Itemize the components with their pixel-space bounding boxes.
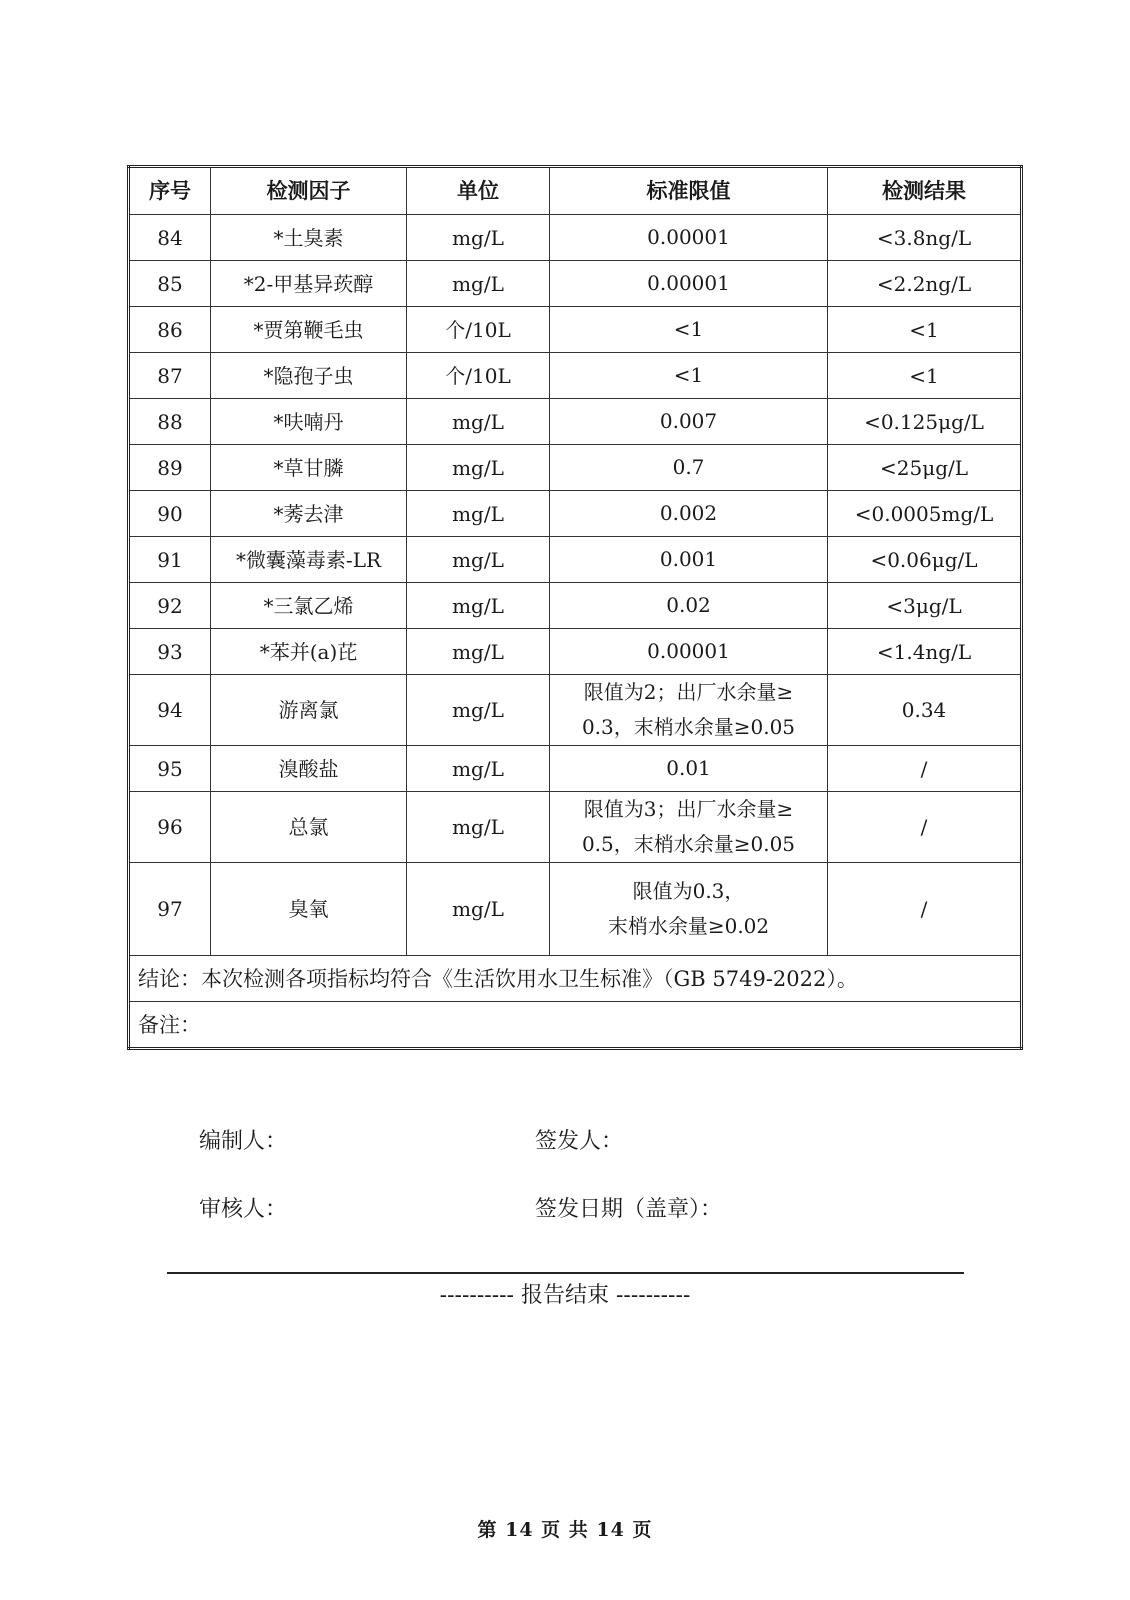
cell-unit: mg/L — [407, 629, 550, 675]
cell-number: 87 — [129, 353, 211, 399]
cell-number: 94 — [129, 675, 211, 746]
cell-number: 97 — [129, 863, 211, 956]
cell-factor: 总氯 — [211, 792, 407, 863]
cell-result: <0.06μg/L — [828, 537, 1022, 583]
cell-factor: *苯并(a)芘 — [211, 629, 407, 675]
cell-factor: *2-甲基异莰醇 — [211, 261, 407, 307]
cell-unit: mg/L — [407, 675, 550, 746]
cell-factor: *草甘膦 — [211, 445, 407, 491]
limit-line: 0.00001 — [647, 639, 730, 663]
cell-result: / — [828, 863, 1022, 956]
divider-line — [167, 1272, 964, 1274]
cell-limit — [550, 261, 828, 307]
cell-result: <25μg/L — [828, 445, 1022, 491]
cell-unit: mg/L — [407, 537, 550, 583]
limit-line: 0.7 — [672, 455, 705, 479]
table-row — [129, 491, 1022, 537]
limit-line: 0.002 — [659, 501, 718, 525]
table-row — [129, 792, 1022, 863]
table-row — [129, 583, 1022, 629]
table-row — [129, 445, 1022, 491]
limit-line: 0.02 — [666, 593, 711, 617]
cell-limit — [550, 863, 828, 956]
cell-unit: mg/L — [407, 215, 550, 261]
cell-number: 88 — [129, 399, 211, 445]
conclusion-text: 结论：本次检测各项指标均符合《生活饮用水卫生标准》（GB 5749-2022）。 — [129, 956, 1022, 1002]
table-row — [129, 261, 1022, 307]
cell-unit: mg/L — [407, 863, 550, 956]
cell-unit: mg/L — [407, 583, 550, 629]
cell-unit: 个/10L — [407, 307, 550, 353]
cell-limit — [550, 353, 828, 399]
cell-number: 85 — [129, 261, 211, 307]
limit-line: 0.007 — [659, 409, 718, 433]
cell-limit — [550, 215, 828, 261]
cell-number: 90 — [129, 491, 211, 537]
limit-line: 0.00001 — [647, 271, 730, 295]
cell-limit — [550, 537, 828, 583]
limit-line: 限值为2；出厂水余量≥ — [583, 680, 794, 704]
cell-result: <0.0005mg/L — [828, 491, 1022, 537]
limit-line: 0.00001 — [647, 225, 730, 249]
table-row — [129, 746, 1022, 792]
cell-result: <1 — [828, 307, 1022, 353]
limit-line: 限值为3；出厂水余量≥ — [583, 797, 794, 821]
table-row — [129, 307, 1022, 353]
cell-number: 92 — [129, 583, 211, 629]
cell-limit — [550, 746, 828, 792]
reviewer-label: 审核人： — [199, 1197, 288, 1222]
limit-line: <1 — [673, 317, 704, 341]
limit-line: 0.5，末梢水余量≥0.05 — [581, 832, 796, 856]
header-limit: 标准限值 — [550, 167, 828, 215]
cell-unit: 个/10L — [407, 353, 550, 399]
cell-factor: 游离氯 — [211, 675, 407, 746]
cell-limit — [550, 583, 828, 629]
limit-line: 0.001 — [659, 547, 718, 571]
cell-unit: mg/L — [407, 399, 550, 445]
cell-limit — [550, 792, 828, 863]
table-body — [129, 215, 1022, 956]
cell-result: <2.2ng/L — [828, 261, 1022, 307]
cell-factor: *微囊藻毒素-LR — [211, 537, 407, 583]
table-row — [129, 215, 1022, 261]
page-footer: 第 14 页 共 14 页 — [477, 1519, 653, 1541]
issuer-label: 签发人： — [535, 1129, 624, 1154]
cell-number: 95 — [129, 746, 211, 792]
table-row — [129, 863, 1022, 956]
cell-result: / — [828, 746, 1022, 792]
cell-limit — [550, 399, 828, 445]
cell-result: <3.8ng/L — [828, 215, 1022, 261]
cell-number: 84 — [129, 215, 211, 261]
cell-factor: *莠去津 — [211, 491, 407, 537]
limit-line: 末梢水余量≥0.02 — [607, 914, 770, 938]
cell-factor: 臭氧 — [211, 863, 407, 956]
cell-limit — [550, 629, 828, 675]
compiler-label: 编制人： — [199, 1129, 288, 1154]
cell-limit — [550, 491, 828, 537]
cell-unit: mg/L — [407, 792, 550, 863]
cell-factor: *呋喃丹 — [211, 399, 407, 445]
table-row — [129, 537, 1022, 583]
remarks-text: 备注： — [129, 1002, 1022, 1049]
limit-line: 0.01 — [666, 756, 711, 780]
header-number: 序号 — [129, 167, 211, 215]
cell-unit: mg/L — [407, 445, 550, 491]
cell-number: 86 — [129, 307, 211, 353]
cell-number: 96 — [129, 792, 211, 863]
cell-unit: mg/L — [407, 491, 550, 537]
table-row — [129, 675, 1022, 746]
cell-factor: 溴酸盐 — [211, 746, 407, 792]
table-header-row — [129, 167, 1022, 215]
cell-limit — [550, 445, 828, 491]
cell-factor: *隐孢子虫 — [211, 353, 407, 399]
table-row — [129, 629, 1022, 675]
cell-unit: mg/L — [407, 746, 550, 792]
header-result: 检测结果 — [828, 167, 1022, 215]
remarks-row — [129, 1002, 1022, 1049]
cell-result: / — [828, 792, 1022, 863]
header-factor: 检测因子 — [211, 167, 407, 215]
conclusion-row — [129, 956, 1022, 1002]
cell-limit — [550, 307, 828, 353]
cell-result: <1.4ng/L — [828, 629, 1022, 675]
cell-number: 89 — [129, 445, 211, 491]
cell-limit — [550, 675, 828, 746]
cell-number: 93 — [129, 629, 211, 675]
limit-line: 0.3，末梢水余量≥0.05 — [581, 715, 796, 739]
limit-line: <1 — [673, 363, 704, 387]
test-results-table — [127, 165, 1023, 1050]
limit-line: 限值为0.3， — [632, 879, 745, 903]
cell-result: <1 — [828, 353, 1022, 399]
cell-unit: mg/L — [407, 261, 550, 307]
header-unit: 单位 — [407, 167, 550, 215]
cell-factor: *三氯乙烯 — [211, 583, 407, 629]
issue-date-label: 签发日期（盖章）： — [535, 1197, 723, 1222]
table-row — [129, 353, 1022, 399]
cell-factor: *贾第鞭毛虫 — [211, 307, 407, 353]
cell-number: 91 — [129, 537, 211, 583]
report-end-text: ---------- 报告结束 ---------- — [439, 1283, 691, 1308]
cell-result: 0.34 — [828, 675, 1022, 746]
cell-result: <3μg/L — [828, 583, 1022, 629]
cell-factor: *土臭素 — [211, 215, 407, 261]
cell-result: <0.125μg/L — [828, 399, 1022, 445]
table-row — [129, 399, 1022, 445]
